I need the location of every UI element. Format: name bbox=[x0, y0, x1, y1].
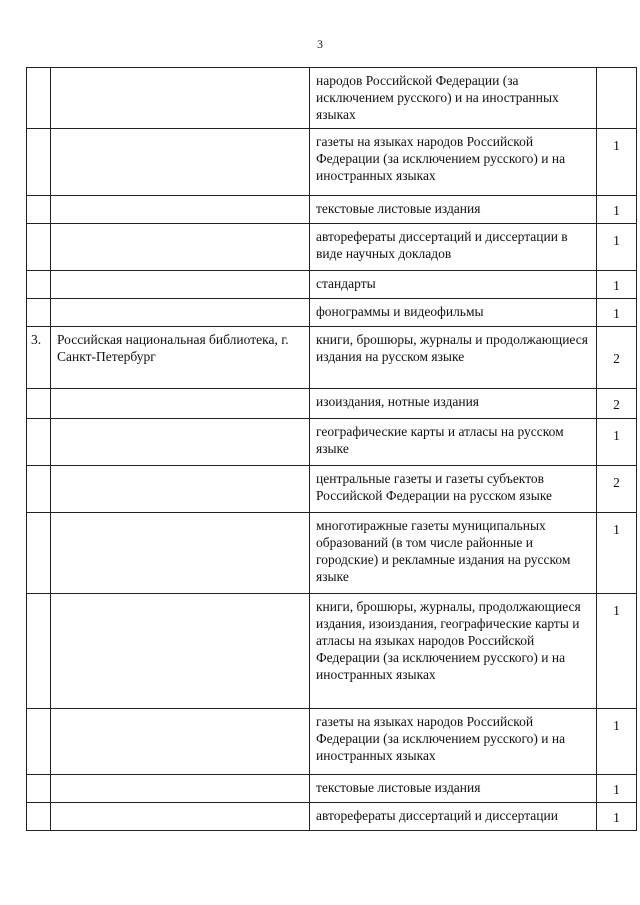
library-cell bbox=[51, 299, 310, 327]
table-row bbox=[27, 271, 637, 299]
row-number-cell bbox=[27, 709, 51, 775]
publication-type-cell: книги, брошюры, журналы и продолжающиеся издания на русском языке bbox=[310, 327, 597, 389]
publication-type-cell: географические карты и атласы на русском языке bbox=[310, 419, 597, 466]
publication-type-cell: многотиражные газеты муниципальных образований (в том числе районные и городские) и рекламные издания на русском языке bbox=[310, 513, 597, 594]
table-row bbox=[27, 803, 637, 831]
table-row bbox=[27, 594, 637, 709]
publication-type-cell: центральные газеты и газеты субъектов Российской Федерации на русском языке bbox=[310, 466, 597, 513]
copies-count-cell: 1 bbox=[597, 196, 637, 224]
publication-type-cell: изоиздания, нотные издания bbox=[310, 389, 597, 419]
publication-type-cell: текстовые листовые издания bbox=[310, 775, 597, 803]
row-number-cell bbox=[27, 196, 51, 224]
copies-count-cell: 1 bbox=[597, 775, 637, 803]
library-cell bbox=[51, 196, 310, 224]
copies-count-cell: 1 bbox=[597, 224, 637, 271]
publication-type-cell: авторефераты диссертаций и диссертации bbox=[310, 803, 597, 831]
library-cell bbox=[51, 594, 310, 709]
table-row bbox=[27, 196, 637, 224]
table-row bbox=[27, 327, 637, 389]
copies-count-cell: 1 bbox=[597, 299, 637, 327]
library-cell: Российская национальная библиотека, г. Санкт-Петербург bbox=[51, 327, 310, 389]
page-number: 3 bbox=[317, 37, 323, 51]
copies-count-cell: 1 bbox=[597, 129, 637, 196]
row-number-cell bbox=[27, 68, 51, 129]
publication-type-cell: стандарты bbox=[310, 271, 597, 299]
copies-count-cell: 2 bbox=[597, 327, 637, 389]
table-row bbox=[27, 68, 637, 129]
row-number-cell bbox=[27, 389, 51, 419]
library-cell bbox=[51, 466, 310, 513]
publication-type-cell: авторефераты диссертаций и диссертации в виде научных докладов bbox=[310, 224, 597, 271]
library-cell bbox=[51, 224, 310, 271]
publication-type-cell: книги, брошюры, журналы, продолжающиеся издания, изоиздания, географические карты и атласы на языках народов Российской Федерации (за исключением русского) и на иностранных языках bbox=[310, 594, 597, 709]
table-row bbox=[27, 389, 637, 419]
library-cell bbox=[51, 389, 310, 419]
row-number-cell: 3. bbox=[27, 327, 51, 389]
table-row bbox=[27, 419, 637, 466]
copies-count-cell: 1 bbox=[597, 419, 637, 466]
row-number-cell bbox=[27, 513, 51, 594]
library-cell bbox=[51, 271, 310, 299]
table-row bbox=[27, 299, 637, 327]
row-number-cell bbox=[27, 419, 51, 466]
library-cell bbox=[51, 803, 310, 831]
row-number-cell bbox=[27, 224, 51, 271]
row-number-cell bbox=[27, 271, 51, 299]
row-number-cell bbox=[27, 594, 51, 709]
row-number-cell bbox=[27, 466, 51, 513]
copies-count-cell bbox=[597, 68, 637, 129]
row-number-cell bbox=[27, 129, 51, 196]
publication-type-cell: народов Российской Федерации (за исключением русского) и на иностранных языках bbox=[310, 68, 597, 129]
copies-count-cell: 1 bbox=[597, 271, 637, 299]
library-cell bbox=[51, 419, 310, 466]
deposit-copies-table bbox=[26, 67, 637, 831]
copies-count-cell: 2 bbox=[597, 389, 637, 419]
library-cell bbox=[51, 513, 310, 594]
copies-count-cell: 1 bbox=[597, 513, 637, 594]
table-row bbox=[27, 513, 637, 594]
row-number-cell bbox=[27, 299, 51, 327]
table-row bbox=[27, 709, 637, 775]
table-row bbox=[27, 775, 637, 803]
publication-type-cell: газеты на языках народов Российской Федерации (за исключением русского) и на иностранных языках bbox=[310, 129, 597, 196]
library-cell bbox=[51, 129, 310, 196]
copies-count-cell: 1 bbox=[597, 709, 637, 775]
library-cell bbox=[51, 775, 310, 803]
library-cell bbox=[51, 68, 310, 129]
table-row bbox=[27, 129, 637, 196]
copies-count-cell: 2 bbox=[597, 466, 637, 513]
publication-type-cell: текстовые листовые издания bbox=[310, 196, 597, 224]
copies-count-cell: 1 bbox=[597, 803, 637, 831]
table-row bbox=[27, 224, 637, 271]
publication-type-cell: газеты на языках народов Российской Федерации (за исключением русского) и на иностранных языках bbox=[310, 709, 597, 775]
row-number-cell bbox=[27, 803, 51, 831]
copies-count-cell: 1 bbox=[597, 594, 637, 709]
publication-type-cell: фонограммы и видеофильмы bbox=[310, 299, 597, 327]
library-cell bbox=[51, 709, 310, 775]
row-number-cell bbox=[27, 775, 51, 803]
table-row bbox=[27, 466, 637, 513]
